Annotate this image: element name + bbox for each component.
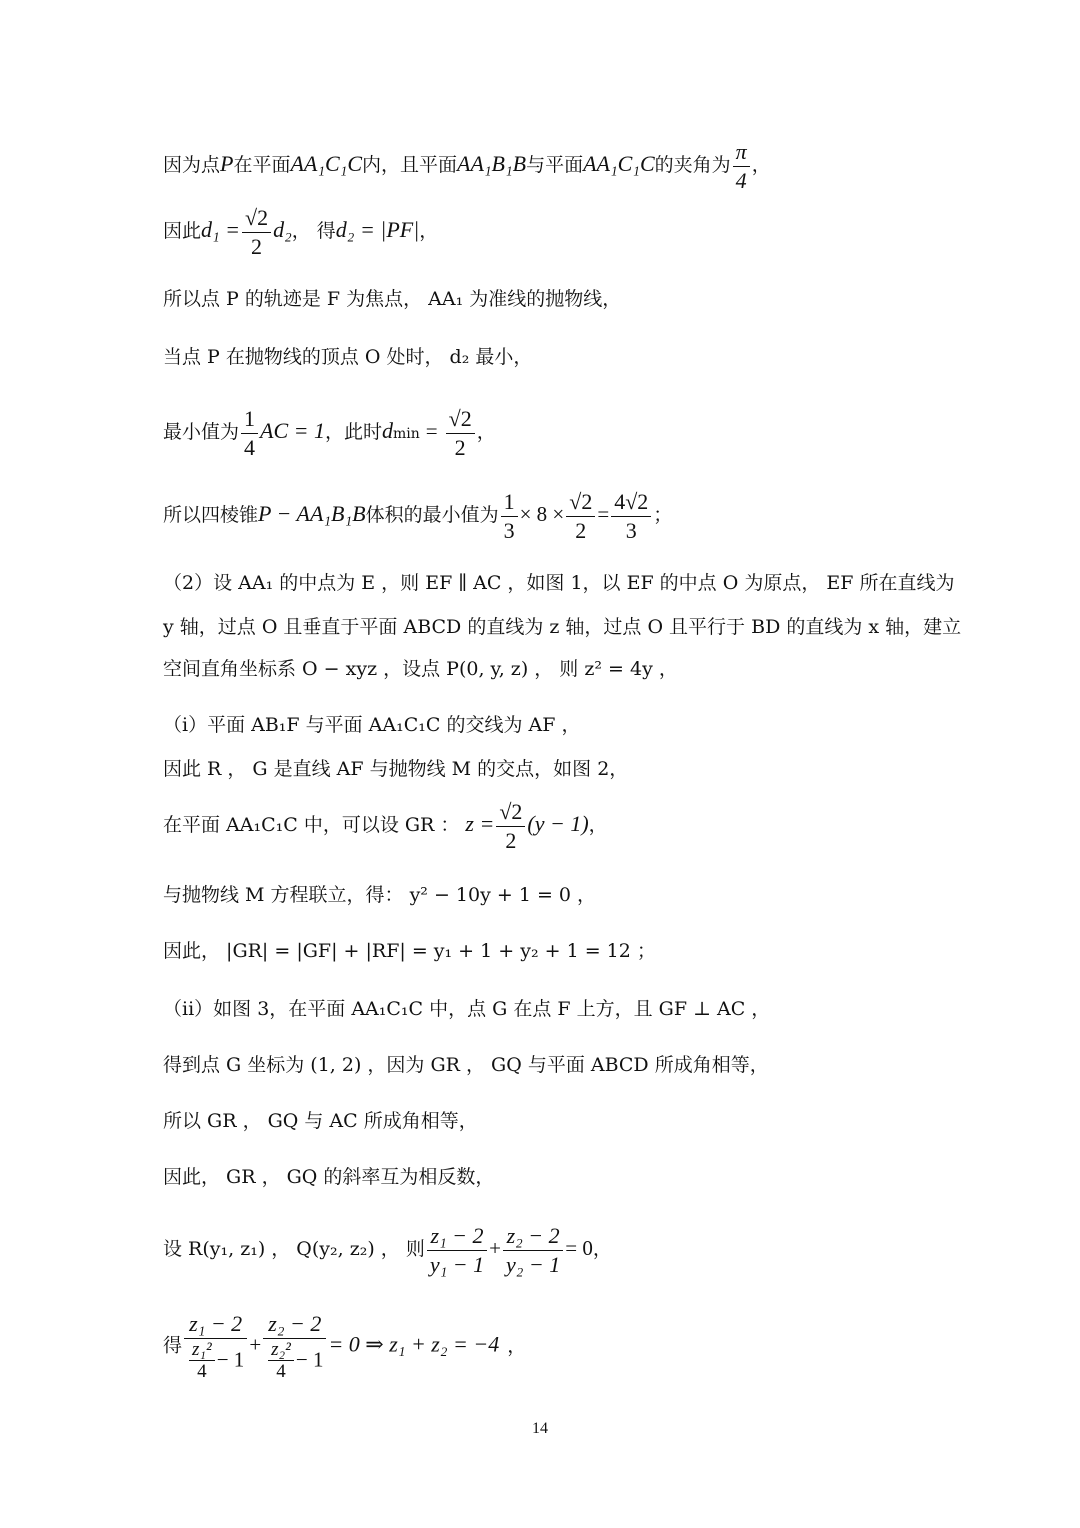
text: 最小值为: [163, 421, 240, 443]
text: 的夹角为: [654, 154, 731, 176]
denominator: 4: [735, 167, 747, 193]
denominator: y₂ − 1: [505, 1251, 561, 1277]
line-6: [163, 488, 672, 544]
math: P − AA₁B₁B: [258, 501, 366, 526]
denominator: 3: [625, 517, 637, 543]
fraction-slope-1: [427, 1222, 487, 1278]
numerator: z₂²: [268, 1339, 294, 1362]
denominator: [263, 1339, 326, 1384]
text: 在平面 AA₁C₁C 中，可以设 GR ：: [163, 814, 460, 836]
line-12: [163, 798, 608, 854]
math: d₂: [273, 217, 292, 242]
numerator: 1: [501, 488, 518, 517]
punct: ，: [751, 154, 771, 176]
line-19: [163, 1222, 612, 1278]
text: 设 R(y₁, z₁) ， Q(y₂, z₂) ， 则: [163, 1238, 425, 1260]
text: ，此时: [324, 421, 382, 443]
line-4: 当点 P 在抛物线的顶点 O 处时， d₂ 最小，: [163, 346, 533, 368]
line-17: 所以 GR ， GQ 与 AC 所成角相等，: [163, 1110, 478, 1132]
math: × 8 ×: [519, 502, 565, 526]
math: AC = 1: [260, 418, 325, 443]
math: d₂ = |PF|: [335, 217, 420, 242]
page-number: 14: [532, 1420, 548, 1437]
text: 内，且平面: [362, 154, 458, 176]
inner-fraction: [268, 1339, 294, 1384]
punct: ，: [507, 1334, 527, 1357]
fraction-compound-1: [184, 1310, 247, 1383]
numerator: √2: [566, 488, 595, 517]
line-13: 与抛物线 M 方程联立，得： y² − 10y + 1 = 0 ，: [163, 884, 597, 906]
fraction-1-over-3: [501, 488, 518, 544]
math: =: [597, 502, 610, 526]
numerator: √2: [446, 405, 475, 434]
fraction-pi-over-4: [733, 138, 750, 194]
fraction-slope-2: [503, 1222, 563, 1278]
line-16: 得到点 G 坐标为 (1, 2) ，因为 GR ， GQ 与平面 ABCD 所成角相等，: [163, 1054, 769, 1076]
fraction-sqrt2-over-2: [446, 405, 475, 461]
line-15: （ii）如图 3，在平面 AA₁C₁C 中，点 G 在点 F 上方，且 GF ⊥ AC ，: [163, 998, 771, 1020]
text: 得: [163, 1334, 183, 1357]
punct: ；: [653, 504, 673, 526]
math: d: [382, 418, 393, 443]
numerator: 1: [241, 405, 258, 434]
numerator: z₁ − 2: [184, 1310, 247, 1339]
fraction-sqrt2-over-2: [242, 204, 271, 260]
math-p: P: [220, 151, 234, 176]
punct: ，: [476, 421, 496, 443]
line-7: （2）设 AA₁ 的中点为 E ，则 EF ∥ AC ，如图 1，以 EF 的中点 O 为原点， EF 所在直线为: [163, 572, 955, 594]
denominator: 2: [454, 434, 466, 460]
denominator: 3: [503, 517, 515, 543]
line-5: [163, 405, 496, 461]
math-plane-2: AA₁B₁B: [457, 151, 527, 176]
subscript: min: [393, 426, 420, 442]
line-14: 因此， |GR| = |GF| + |RF| = y₁ + 1 + y₂ + 1 = 12 ；: [163, 940, 656, 962]
denominator: y₁ − 1: [429, 1251, 485, 1277]
text: 与平面: [526, 154, 584, 176]
line-9: 空间直角坐标系 O − xyz ，设点 P(0, y, z) ， 则 z² = 4y ，: [163, 658, 678, 680]
denominator: 2: [251, 233, 263, 259]
math: = 0: [565, 1236, 593, 1260]
denominator: 4: [276, 1361, 286, 1383]
math: z =: [465, 811, 495, 836]
numerator: √2: [496, 798, 525, 827]
math: +: [489, 1236, 501, 1260]
punct: ，: [588, 814, 608, 836]
text: ， 得: [291, 220, 336, 242]
line-1: [163, 138, 771, 194]
denominator: 2: [505, 827, 517, 853]
line-8: y 轴，过点 O 且垂直于平面 ABCD 的直线为 z 轴，过点 O 且平行于 BD 的直线为 x 轴，建立: [163, 616, 962, 638]
math: = 0 ⇒ z₁ + z₂ = −4: [328, 1331, 500, 1357]
fraction-4sqrt2-over-3: [611, 488, 651, 544]
text: 因此: [163, 220, 202, 242]
denominator: [184, 1339, 247, 1384]
denominator: 2: [575, 517, 587, 543]
punct: ，: [592, 1238, 612, 1260]
math: =: [425, 419, 438, 443]
text: 在平面: [233, 154, 291, 176]
math: (y − 1): [527, 811, 589, 836]
math: − 1: [216, 1346, 245, 1371]
text: 所以四棱锥: [163, 504, 259, 526]
line-20: [163, 1310, 526, 1383]
line-10: （i）平面 AB₁F 与平面 AA₁C₁C 的交线为 AF ，: [163, 714, 581, 736]
line-2: [163, 204, 438, 260]
line-18: 因此， GR ， GQ 的斜率互为相反数，: [163, 1166, 495, 1188]
denominator: 4: [197, 1361, 207, 1383]
denominator: 4: [244, 434, 256, 460]
fraction-sqrt2-over-2: [496, 798, 525, 854]
numerator: 4√2: [611, 488, 651, 517]
inner-fraction: [189, 1339, 215, 1384]
text: 因为点: [163, 154, 221, 176]
numerator: √2: [242, 204, 271, 233]
numerator: z₂ − 2: [263, 1310, 326, 1339]
math-plane-3: AA₁C₁C: [583, 151, 655, 176]
line-11: 因此 R ， G 是直线 AF 与抛物线 M 的交点，如图 2，: [163, 758, 629, 780]
fraction-1-over-4: [241, 405, 258, 461]
math: d₁ =: [201, 217, 241, 242]
math: − 1: [295, 1346, 324, 1371]
text: 体积的最小值为: [365, 504, 499, 526]
fraction-compound-2: [263, 1310, 326, 1383]
math-plane-1: AA₁C₁C: [290, 151, 363, 176]
fraction-sqrt2-over-2: [566, 488, 595, 544]
numerator: z₁ − 2: [427, 1222, 487, 1251]
punct: ，: [419, 220, 439, 242]
numerator: π: [733, 138, 750, 167]
numerator: z₁²: [189, 1339, 215, 1362]
line-3: 所以点 P 的轨迹是 F 为焦点， AA₁ 为准线的抛物线，: [163, 288, 622, 310]
numerator: z₂ − 2: [503, 1222, 563, 1251]
math: +: [249, 1332, 262, 1357]
